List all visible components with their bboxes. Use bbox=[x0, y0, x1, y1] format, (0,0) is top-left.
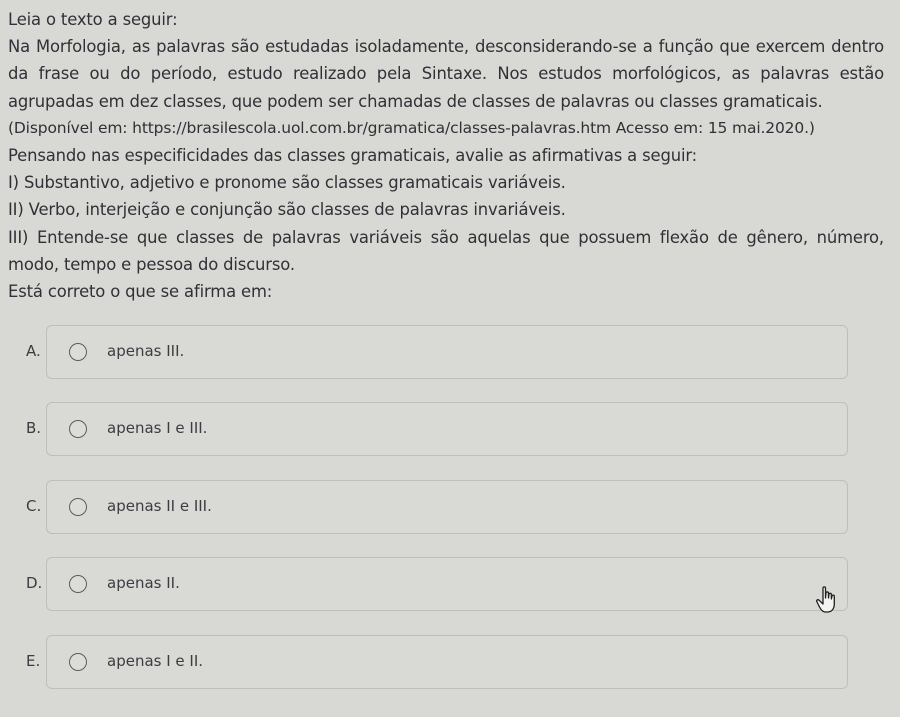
passage-line: agrupadas em dez classes, que podem ser chamadas de classes de palavras ou classes gramaticais. bbox=[8, 91, 823, 111]
option-a-card[interactable] bbox=[46, 325, 848, 379]
option-c-card[interactable] bbox=[46, 480, 848, 534]
instruction-text: Leia o texto a seguir: bbox=[8, 10, 178, 29]
option-e-card[interactable] bbox=[46, 635, 848, 689]
option-b bbox=[0, 400, 900, 456]
radio-button-icon[interactable] bbox=[69, 343, 87, 361]
source-citation: (Disponível em: https://brasilescola.uol.com.br/gramatica/classes-palavras.htm Acesso em: 15 mai.2020.) bbox=[8, 118, 815, 137]
statement-1: I) Substantivo, adjetivo e pronome são classes gramaticais variáveis. bbox=[8, 173, 566, 193]
radio-button-icon[interactable] bbox=[69, 575, 87, 593]
option-label: apenas III. bbox=[107, 342, 185, 360]
option-label: apenas II. bbox=[107, 574, 180, 592]
hand-pointer-icon bbox=[815, 585, 839, 615]
option-a bbox=[0, 323, 900, 379]
question-passage bbox=[8, 6, 884, 305]
statement-2: II) Verbo, interjeição e conjunção são classes de palavras invariáveis. bbox=[8, 200, 566, 220]
option-e bbox=[0, 633, 900, 689]
statement-3: III) Entende-se que classes de palavras variáveis são aquelas que possuem flexão de gênero, número, bbox=[8, 227, 884, 247]
option-letter: B. bbox=[26, 419, 42, 437]
passage-line: Na Morfologia, as palavras são estudadas isoladamente, desconsiderando-se a função que exercem dentro bbox=[8, 37, 884, 57]
option-letter: D. bbox=[26, 574, 43, 592]
question-prompt: Pensando nas especificidades das classes gramaticais, avalie as afirmativas a seguir: bbox=[8, 146, 698, 166]
statement-3-continued: modo, tempo e pessoa do discurso. bbox=[8, 254, 295, 274]
passage-line: da frase ou do período, estudo realizado pela Sintaxe. Nos estudos morfológicos, as palavras estão bbox=[8, 64, 884, 84]
radio-button-icon[interactable] bbox=[69, 498, 87, 516]
radio-button-icon[interactable] bbox=[69, 420, 87, 438]
option-c bbox=[0, 478, 900, 534]
option-b-card[interactable] bbox=[46, 402, 848, 456]
option-letter: A. bbox=[26, 342, 41, 360]
option-d-card[interactable] bbox=[46, 557, 848, 611]
option-label: apenas I e II. bbox=[107, 652, 204, 670]
option-label: apenas I e III. bbox=[107, 419, 208, 437]
radio-button-icon[interactable] bbox=[69, 653, 87, 671]
option-letter: E. bbox=[26, 652, 41, 670]
option-label: apenas II e III. bbox=[107, 497, 212, 515]
option-d bbox=[0, 555, 900, 611]
answer-prompt: Está correto o que se afirma em: bbox=[8, 282, 273, 302]
option-letter: C. bbox=[26, 497, 42, 515]
